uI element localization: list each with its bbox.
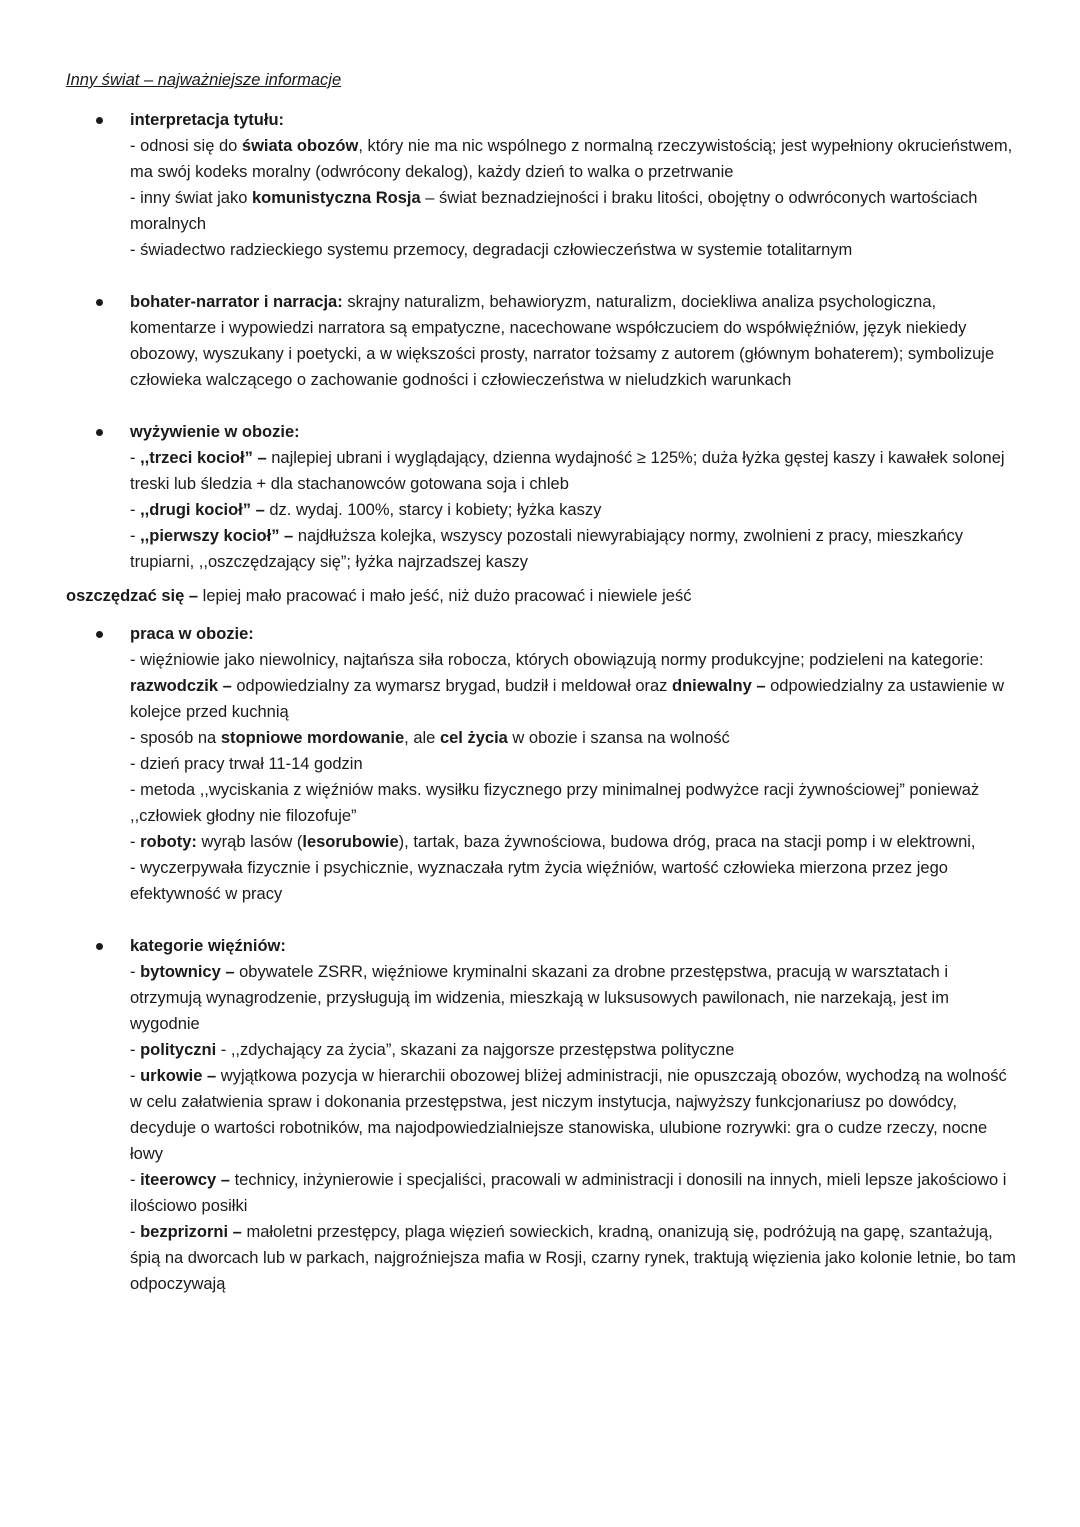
section-line	[130, 751, 1020, 777]
section-line	[130, 647, 1020, 725]
section-heading: kategorie więźniów:	[130, 937, 286, 955]
section-line	[130, 829, 1020, 855]
section-heading-line	[130, 621, 1020, 647]
bold-term: świata obozów	[241, 137, 359, 155]
text-run: - inny świat jako	[130, 189, 252, 207]
bold-term: stopniowe mordowanie	[220, 729, 405, 747]
bold-term: lesorubowie	[302, 833, 399, 851]
text-run: -	[130, 833, 141, 851]
bold-term: iteerowcy –	[140, 1171, 230, 1189]
section-heading-line	[130, 107, 1020, 133]
section-line	[130, 185, 1020, 237]
standalone-definition	[66, 583, 1020, 609]
text-run: - wyczerpywała fizycznie i psychicznie, wyznaczała rytm życia więźniów, wartość człowieka mierzona przez jego efektywność w pracy	[130, 859, 948, 903]
section-heading: interpretacja tytułu:	[130, 111, 285, 129]
text-run: - odnosi się do	[130, 137, 242, 155]
bold-term: ,,pierwszy kocioł” –	[140, 527, 294, 545]
bullet-dot-icon	[96, 299, 103, 306]
section-line	[130, 445, 1020, 497]
section-line	[130, 237, 1020, 263]
sections-group-2	[66, 621, 1020, 1297]
section-line	[130, 523, 1020, 575]
text-run: - więźniowie jako niewolnicy, najtańsza siła robocza, których obowiązują normy produkcyjne; podzieleni na kategorie:	[130, 651, 984, 669]
text-run: - dzień pracy trwał 11-14 godzin	[130, 755, 363, 773]
section-line	[130, 959, 1020, 1037]
sections-group-1	[66, 107, 1020, 575]
text-run: , który nie ma nic wspólnego z normalną rzeczywistością; jest wypełniony okrucieństwem, ma swój kodeks moralny (odwrócony dekalog), każdy dzień to walka o przetrwanie	[130, 137, 1013, 181]
section-line	[130, 1063, 1020, 1167]
bullet-section	[66, 933, 1020, 1297]
bold-term: urkowie –	[140, 1067, 217, 1085]
text-run: – świat beznadziejności i braku litości, obojętny o odwróconych wartościach moralnych	[130, 189, 978, 233]
document-title: Inny świat – najważniejsze informacje	[66, 71, 342, 89]
bold-term: ,,drugi kocioł” –	[140, 501, 265, 519]
section-line	[130, 133, 1020, 185]
text-run: -	[130, 527, 141, 545]
section-line	[130, 725, 1020, 751]
text-run: ), tartak, baza żywnościowa, budowa dróg, praca na stacji pomp i w elektrowni,	[398, 833, 976, 851]
text-run: odpowiedzialny za ustawienie w kolejce przed kuchnią	[130, 677, 1004, 721]
text-run: wyjątkowa pozycja w hierarchii obozowej bliżej administracji, nie opuszczają obozów, wychodzą na wolność w celu załatwienia spraw i dokonania przestępstwa, jest niczym instytucja, najwyższy funkcjonariusz po dowódcy, decyduje o wartości robotników, ma najodpowiedzialniejsze stanowiska, ulubione rozrywki: gra o cudze rzeczy, nocne łowy	[130, 1067, 1007, 1163]
section-heading-inline-text: skrajny naturalizm, behawioryzm, naturalizm, dociekliwa analiza psychologiczna, komentarze i wypowiedzi narratora są empatyczne, nacechowane współczuciem do współwięźniów, język niekiedy obozowy, wyszukany i poetycki, a w większości prosty, narrator tożsamy z autorem (głównym bohaterem); symbolizuje człowieka walczącego o zachowanie godności i człowieczeństwa w nieludzkich warunkach	[130, 293, 995, 389]
text-run: -	[130, 1171, 141, 1189]
text-run: -	[130, 1041, 141, 1059]
bold-term: komunistyczna Rosja	[251, 189, 421, 207]
section-heading: praca w obozie:	[130, 625, 254, 643]
text-run: -	[130, 963, 141, 981]
bullet-dot-icon	[96, 117, 103, 124]
section-line	[130, 1167, 1020, 1219]
text-run: - świadectwo radzieckiego systemu przemocy, degradacji człowieczeństwa w systemie totalitarnym	[130, 241, 853, 259]
bold-term: roboty:	[140, 833, 197, 851]
bold-term: cel życia	[439, 729, 508, 747]
bullet-section	[66, 289, 1020, 393]
text-run: -	[130, 1067, 141, 1085]
section-line	[130, 497, 1020, 523]
section-heading: bohater-narrator i narracja:	[130, 293, 343, 311]
bold-term: bezprizorni –	[140, 1223, 242, 1241]
bullet-section	[66, 419, 1020, 575]
section-heading: wyżywienie w obozie:	[130, 423, 300, 441]
section-line	[130, 1219, 1020, 1297]
bullet-dot-icon	[96, 943, 103, 950]
bullet-section	[66, 107, 1020, 263]
bullet-dot-icon	[96, 429, 103, 436]
bold-term: oszczędzać się –	[66, 587, 199, 605]
section-line	[130, 855, 1020, 907]
section-heading-line	[130, 933, 1020, 959]
section-line	[130, 1037, 1020, 1063]
text-run: w obozie i szansa na wolność	[507, 729, 730, 747]
text-run: najlepiej ubrani i wyglądający, dzienna wydajność ≥ 125%; duża łyżka gęstej kaszy i kawałek solonej treski lub śledzia + dla stachanowców gotowana soja i chleb	[130, 449, 1005, 493]
bold-term: ,,trzeci kocioł” –	[140, 449, 267, 467]
bullet-dot-icon	[96, 631, 103, 638]
text-run: - metoda ,,wyciskania z więźniów maks. wysiłku fizycznego przy minimalnej podwyżce racji żywnościowej” ponieważ ,,człowiek głodny nie filozofuje”	[130, 781, 980, 825]
text-run: -	[130, 501, 141, 519]
text-run: , ale	[404, 729, 440, 747]
section-heading-line	[130, 289, 1020, 393]
text-run: małoletni przestępcy, plaga więzień sowieckich, kradną, onanizują się, podróżują na gapę, szantażują, śpią na dworcach lub w parkach, najgroźniejsza mafia w Rosji, czarny rynek, traktują więzienia jako kolonie letnie, bo tam odpoczywają	[130, 1223, 1016, 1293]
text-run: odpowiedzialny za wymarsz brygad, budził i meldował oraz	[231, 677, 672, 695]
bold-term: polityczni	[140, 1041, 217, 1059]
text-run: wyrąb lasów (	[196, 833, 303, 851]
text-run: - sposób na	[130, 729, 221, 747]
section-heading-line	[130, 419, 1020, 445]
text-run: -	[130, 1223, 141, 1241]
text-run: -	[130, 449, 141, 467]
text-run: najdłuższa kolejka, wszyscy pozostali niewyrabiający normy, zwolnieni z pracy, mieszkańcy trupiarni, ,,oszczędzający się”; łyżka najrzadszej kaszy	[130, 527, 963, 571]
bold-term: bytownicy –	[140, 963, 235, 981]
bullet-section	[66, 621, 1020, 907]
text-run: dz. wydaj. 100%, starcy i kobiety; łyżka kaszy	[264, 501, 602, 519]
text-run: lepiej mało pracować i mało jeść, niż dużo pracować i niewiele jeść	[198, 587, 692, 605]
section-line	[130, 777, 1020, 829]
text-run: technicy, inżynierowie i specjaliści, pracowali w administracji i donosili na innych, mieli lepsze jakościowo i ilościowo posiłki	[130, 1171, 1007, 1215]
text-run: - ,,zdychający za życia”, skazani za najgorsze przestępstwa polityczne	[216, 1041, 735, 1059]
bold-term: razwodczik –	[130, 677, 232, 695]
text-run: obywatele ZSRR, więźniowe kryminalni skazani za drobne przestępstwa, pracują w warsztatach i otrzymują wynagrodzenie, przysługują im widzenia, mieszkają w luksusowych pawilonach, nie narzekają, jest im wygodnie	[130, 963, 949, 1033]
bold-term: dniewalny –	[672, 677, 766, 695]
